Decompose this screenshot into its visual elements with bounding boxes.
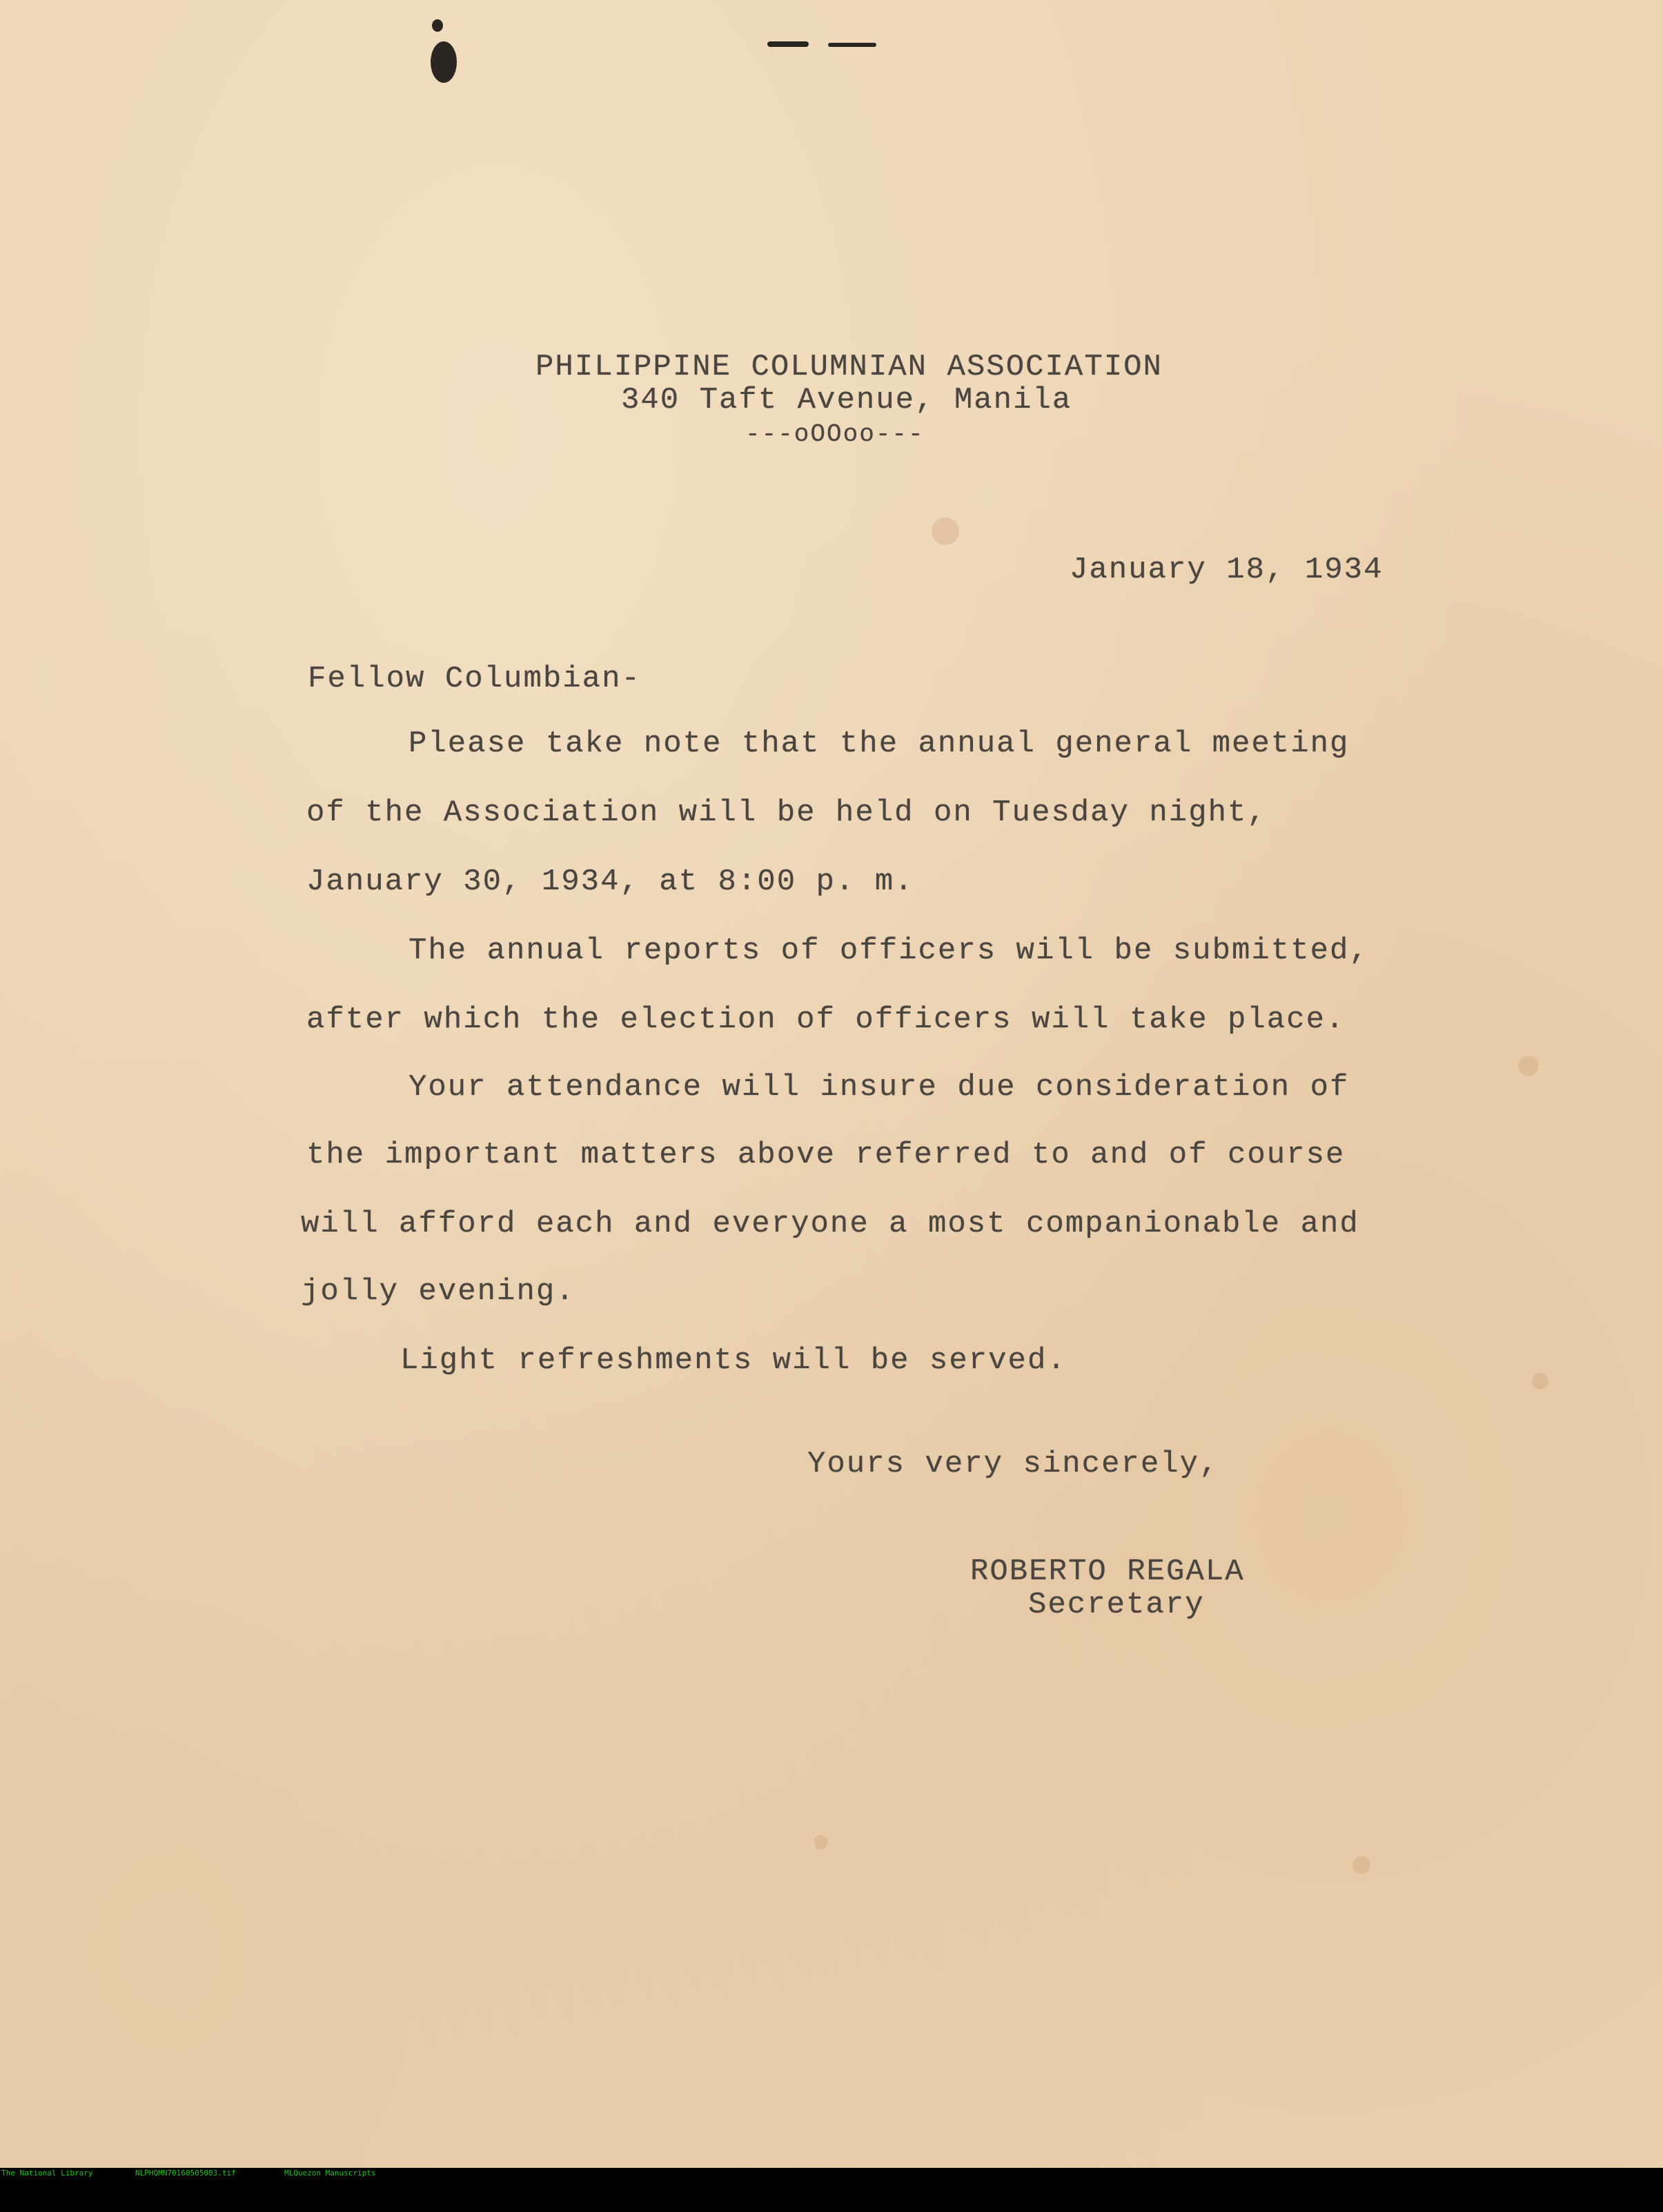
footer-file: NLPHQMN70160505083.tif [135, 2169, 236, 2178]
body-line: Please take note that the annual general meeting [409, 727, 1350, 761]
body-line: after which the election of officers will take place. [306, 1003, 1346, 1037]
ink-dash [828, 43, 876, 47]
ink-dot [432, 19, 443, 32]
body-line: the important matters above referred to and of course [306, 1138, 1346, 1172]
body-line: Your attendance will insure due consideration of [409, 1070, 1350, 1105]
punch-hole-mark [431, 41, 457, 83]
body-line: Light refreshments will be served. [400, 1343, 1067, 1378]
body-line: will afford each and everyone a most companionable and [301, 1207, 1359, 1241]
ink-dash [767, 41, 809, 47]
signature-title: Secretary [1028, 1588, 1205, 1622]
body-line: of the Association will be held on Tuesday night, [306, 796, 1267, 830]
letterhead-ornament: ---oOOoo--- [745, 420, 925, 448]
body-line: The annual reports of officers will be submitted, [409, 934, 1369, 968]
paper-stain [1518, 1056, 1539, 1076]
letterhead-organization: PHILIPPINE COLUMNIAN ASSOCIATION [535, 350, 1163, 384]
footer-collection: MLQuezon Manuscripts [284, 2169, 376, 2178]
paper-stain [814, 1835, 828, 1849]
salutation: Fellow Columbian- [308, 662, 641, 696]
body-line: jolly evening. [301, 1274, 575, 1309]
paper-stain [932, 517, 959, 545]
scan-footer [0, 2168, 1663, 2179]
body-line: January 30, 1934, at 8:00 p. m. [306, 865, 914, 899]
letterhead-address: 340 Taft Avenue, Manila [621, 383, 1072, 417]
paper-stain [1352, 1856, 1370, 1874]
closing: Yours very sincerely, [807, 1447, 1219, 1481]
paper-stain [1532, 1373, 1548, 1390]
signature-name: ROBERTO REGALA [970, 1554, 1245, 1589]
letter-date: January 18, 1934 [1070, 553, 1384, 587]
footer-institution: The National Library [1, 2169, 93, 2178]
